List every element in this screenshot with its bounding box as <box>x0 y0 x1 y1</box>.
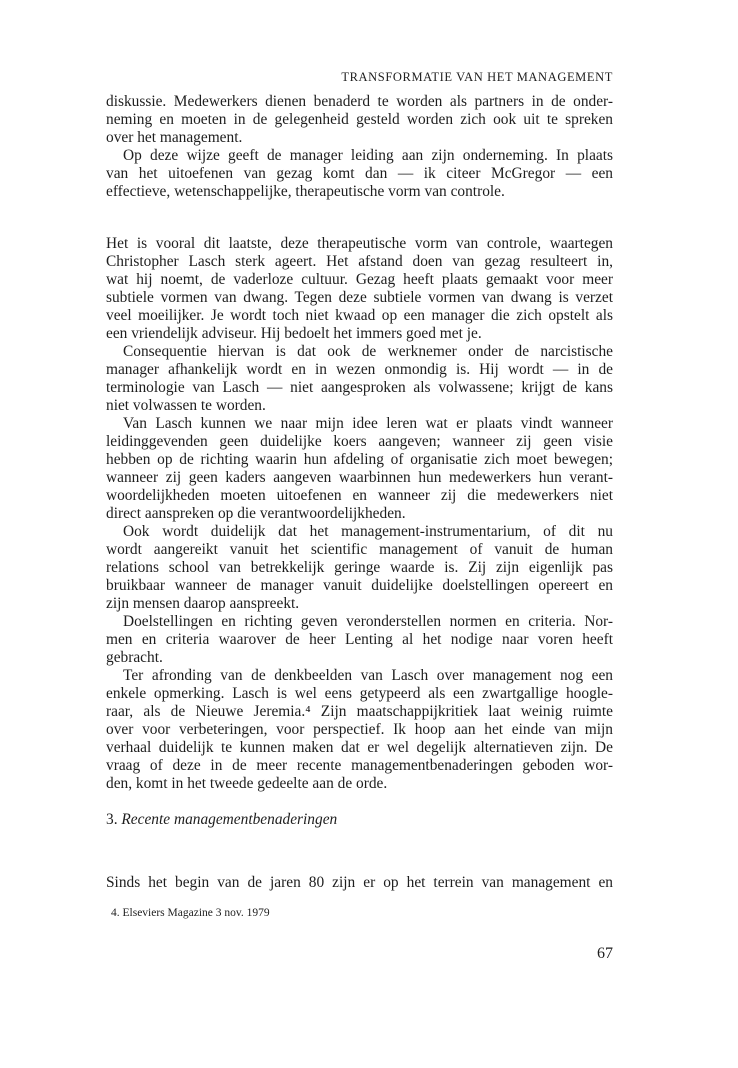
text-line: van het uitoefenen van gezag komt dan — ik citeer McGregor — een <box>106 165 613 182</box>
text-line: Op deze wijze geeft de manager leiding aan zijn onderneming. In plaats <box>123 147 613 164</box>
text-line: raar, als de Nieuwe Jeremia.⁴ Zijn maatschappijkritiek laat weinig ruimte <box>106 703 613 720</box>
paragraph <box>106 93 613 147</box>
text-line: Christopher Lasch sterk ageert. Het afstand doen van gezag resulteert in, <box>106 253 613 270</box>
text-line: terminologie van Lasch — niet aangesproken als volwassene; krijgt de kans <box>106 379 613 396</box>
text-line: verhaal duidelijk te kunnen maken dat er wel degelijk alternatieven zijn. De <box>106 739 613 756</box>
section-title: Recente managementbenaderingen <box>121 811 338 828</box>
text-line: neming en moeten in de gelegenheid gesteld worden zich ook uit te spreken <box>106 111 613 128</box>
page-number: 67 <box>597 945 613 962</box>
paragraph <box>106 667 613 793</box>
text-line: Consequentie hiervan is dat ook de werknemer onder de narcistische <box>123 343 613 360</box>
text-line: wordt aangereikt vanuit het scientific management of vanuit de human <box>106 541 613 558</box>
text-line: Het is vooral dit laatste, deze therapeutische vorm van controle, waartegen <box>106 235 613 252</box>
text-line: bruikbaar wanneer de manager vanuit duidelijke doelstellingen opereert en <box>106 577 613 594</box>
paragraph <box>106 415 613 523</box>
paragraph <box>106 523 613 613</box>
paragraph <box>106 235 613 343</box>
text-block-1 <box>106 93 613 201</box>
text-line: gebracht. <box>106 649 163 666</box>
running-header: TRANSFORMATIE VAN HET MANAGEMENT <box>341 70 613 84</box>
paragraph <box>106 874 613 892</box>
section-heading <box>106 811 337 829</box>
text-line: wanneer zij geen kaders aangeven waarbinnen hun medewerkers hun verant- <box>106 469 613 486</box>
text-line: veel moeilijker. Je wordt toch niet kwaad op een manager die zich opstelt als <box>106 307 613 324</box>
text-line: subtiele vormen van dwang. Tegen deze subtiele vormen van dwang is verzet <box>106 289 613 306</box>
text-line: Ter afronding van de denkbeelden van Lasch over management nog een <box>123 667 613 684</box>
text-line: vraag of deze in de meer recente managementbenaderingen geboden wor- <box>106 757 613 774</box>
text-line: Doelstellingen en richting geven veronderstellen normen en criteria. Nor- <box>123 613 613 630</box>
section-number: 3. <box>106 811 118 828</box>
text-line: enkele opmerking. Lasch is wel eens getypeerd als een zwartgallige hoogle- <box>106 685 613 702</box>
text-line: effectieve, wetenschappelijke, therapeutische vorm van controle. <box>106 183 505 200</box>
text-line: den, komt in het tweede gedeelte aan de orde. <box>106 775 388 792</box>
text-line: over voor verbeteringen, voor perspectief. Ik hoop aan het einde van mijn <box>106 721 613 738</box>
text-line: Ook wordt duidelijk dat het management-instrumentarium, of dit nu <box>123 523 613 540</box>
text-line: men en criteria waarover de heer Lenting al het nodige naar voren heeft <box>106 631 613 648</box>
text-block-3 <box>106 874 613 892</box>
text-line: hebben op de richting waarin hun afdeling of organisatie zich moet bewegen; <box>106 451 613 468</box>
text-line: direct aanspreken op die verantwoordelijkheden. <box>106 505 406 522</box>
text-line: zijn mensen daarop aanspreekt. <box>106 595 300 612</box>
text-block-2 <box>106 235 613 793</box>
text-line: wat hij noemt, de vaderloze cultuur. Gezag heeft plaats gemaakt voor meer <box>106 271 613 288</box>
text-line: leidinggevenden geen duidelijke koers aangeven; wanneer zij geen visie <box>106 433 613 450</box>
text-line: Van Lasch kunnen we naar mijn idee leren wat er plaats vindt wanneer <box>123 415 613 432</box>
paragraph <box>106 613 613 667</box>
text-line: woordelijkheden moeten uitoefenen en wanneer zij die medewerkers niet <box>106 487 613 504</box>
text-line: Sinds het begin van de jaren 80 zijn er op het terrein van management en <box>106 874 613 891</box>
text-line: niet volwassen te worden. <box>106 397 266 414</box>
paragraph <box>106 147 613 201</box>
text-line: relations school van betrekkelijk geringe waarde is. Zij zijn eigenlijk pas <box>106 559 613 576</box>
footnote: 4. Elseviers Magazine 3 nov. 1979 <box>111 907 270 919</box>
text-line: een vriendelijk adviseur. Hij bedoelt het immers goed met je. <box>106 325 482 342</box>
text-line: over het management. <box>106 129 243 146</box>
text-line: manager afhankelijk wordt en in wezen onmondig is. Hij wordt — in de <box>106 361 613 378</box>
text-line: diskussie. Medewerkers dienen benaderd te worden als partners in de onder- <box>106 93 613 110</box>
paragraph <box>106 343 613 415</box>
